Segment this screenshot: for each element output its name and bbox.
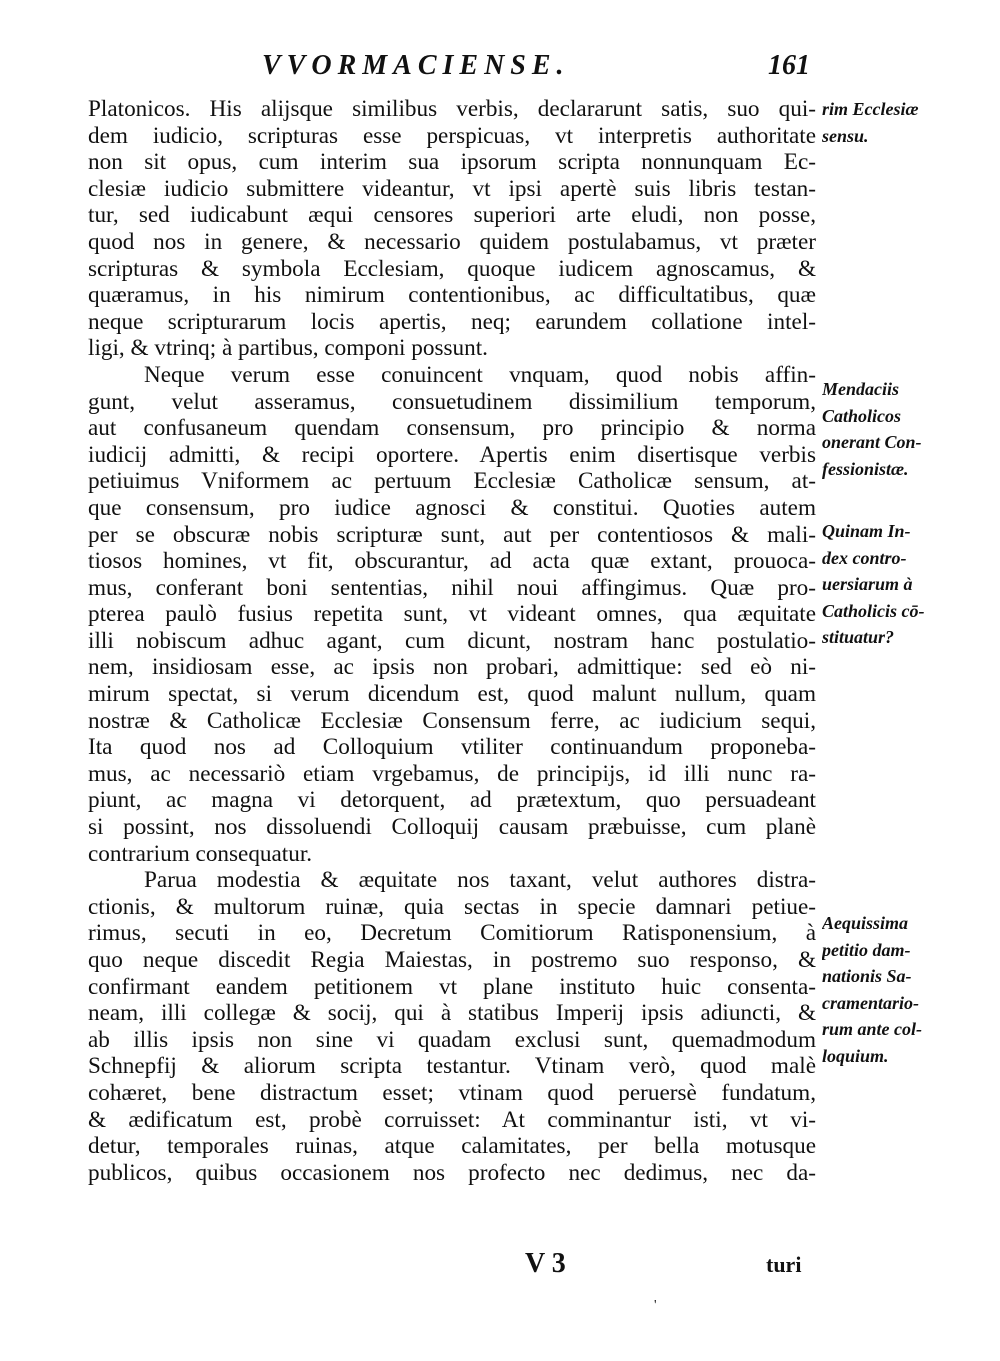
page-number: 161 [768,50,810,81]
margin-note-line: dex contro- [822,547,907,568]
text-line: iudicij admitti, & recipi oportere. Apertis enim disertisque verbis [88,441,816,468]
text-line: nostræ & Catholicæ Ecclesiæ Consensum ferre, ac iudicium sequi, [88,707,816,734]
text-line: si possint, nos dissoluendi Colloquij causam præbuisse, cum planè [88,814,816,841]
text-line: Platonicos. His alijsque similibus verbis, declararunt satis, suo qui- [88,96,816,122]
text-line: aut confusaneum quendam consensum, pro principio & norma [88,415,816,442]
ink-speck: ' [654,1298,657,1313]
margin-note-line: onerant Con- [822,432,922,453]
text-line: ligi, & vtrinq; à partibus, componi possunt. [88,335,488,362]
text-line: tiosos homines, vt fit, obscurantur, ad acta quæ extant, prouoca- [88,548,816,575]
text-line: rimus, secuti in eo, Decretum Comitiorum Ratisponensium, à [88,920,816,947]
running-title: VVORMACIENSE. [262,50,570,81]
margin-note-line: Mendaciis [822,379,900,399]
text-line: pterea paulò fusius repetita sunt, vt videant omnes, qua æquitate [88,601,816,628]
text-line: Neque verum esse conuincent vnquam, quod nobis affin- [144,361,816,388]
text-line: tur, sed iudicabunt æqui censores superiori arte eludi, non posse, [88,202,816,229]
text-line: nem, insidiosam esse, ac ipsis non probari, admittique: sed eò ni- [88,654,816,681]
margin-note-line: rim Ecclesiæ [822,99,919,119]
text-line: & ædificatum est, probè corruisset: At comminantur isti, vt vi- [88,1106,816,1133]
margin-note-line: Quinam In- [822,521,911,541]
text-line: mus, ac necessariò etiam vrgebamus, de principijs, id illi nunc ra- [88,760,816,787]
text-line: quo neque discedit Regia Maiestas, in postremo suo responso, & [88,947,816,973]
text-line: mus, conferant boni sententias, nihil noui affingimus. Quæ pro- [88,574,816,601]
text-line: cohæret, bene distractum esset; vtinam quod peruersè fundatum, [88,1079,816,1106]
text-line: dem iudicio, scripturas esse perspicuas, vt interpretis authoritate [88,122,816,149]
margin-note-aequissima [822,910,972,1070]
text-line: illi nobiscum adhuc agant, cum dicunt, nostram hanc postulatio- [88,627,816,654]
margin-note-mendaciis [822,376,972,482]
margin-note-line: loquium. [822,1045,889,1066]
text-line: que consensum, pro iudice agnosci & constitui. Quoties autem [88,494,816,521]
margin-note-line: cramentario- [822,992,919,1013]
margin-note-line: Catholicis cō- [822,600,925,621]
text-line: contrarium consequatur. [88,840,313,867]
text-line: quod nos in genere, & necessario quidem postulabamus, vt præter [88,228,816,255]
margin-note-line: uersiarum à [822,574,913,595]
margin-note-line: nationis Sa- [822,966,912,987]
text-line: piunt, ac magna vi detorquent, ad prætextum, quo persuadeant [88,787,816,814]
text-line: clesiæ iudicio submittere videantur, vt ipsi apertè suis libris testan- [88,175,816,202]
text-line: Ita quod nos ad Colloquium vtiliter continuandum proponeba- [88,734,816,761]
text-line: publicos, quibus occasionem nos profecto nec dedimus, nec da- [88,1159,816,1186]
main-text-block [88,96,816,1186]
text-line: scripturas & symbola Ecclesiam, quoque iudicem agnoscamus, & [88,255,816,282]
margin-note-line: Catholicos [822,405,902,426]
catchword: turi [766,1252,802,1277]
margin-note-line: Aequissima [822,913,909,933]
text-line: per se obscuræ nobis scripturæ sunt, aut per contentiosos & mali- [88,521,816,548]
margin-note-line: petitio dam- [822,939,911,960]
margin-note-line: stituatur? [822,627,895,648]
margin-note-line: fessionistæ. [822,458,909,479]
margin-note-quinam-index [822,518,972,651]
text-line: gunt, velut asseramus, consuetudinem dissimilium temporum, [88,388,816,415]
margin-note-line: sensu. [822,125,869,146]
text-line: ctionis, & multorum ruinæ, quia sectas in specie damnari petiue- [88,893,816,920]
text-line: non sit opus, cum interim sua ipsorum scripta nonnunquam Ec- [88,149,816,176]
text-line: confirmant eandem petitionem vt plane instituto huic consenta- [88,973,816,1000]
text-line: neque scripturarum locis apertis, neq; earundem collatione intel- [88,308,816,335]
margin-note-ecclesiae-sensu [822,96,972,149]
signature-mark: V 3 [525,1248,566,1279]
text-line: quæramus, in his nimirum contentionibus, ac difficultatibus, quæ [88,282,816,309]
margin-note-line: rum ante col- [822,1019,923,1040]
text-line: petiuimus Vniformem ac pertuum Ecclesiæ Catholicæ sensum, at- [88,468,816,495]
text-line: Schnepfij & aliorum scripta testantur. Vtinam verò, quod malè [88,1053,816,1080]
text-line: ab illis ipsis non sine vi quadam exclusi sunt, quemadmodum [88,1026,816,1053]
text-line: mirum spectat, si verum dicendum est, quod malunt nullum, quam [88,681,816,708]
text-line: Parua modestia & æquitate nos taxant, velut authores distra- [144,867,816,894]
text-line: neam, illi collegæ & socij, qui à statibus Imperij ipsis adiuncti, & [88,1000,816,1027]
text-line: detur, temporales ruinas, atque calamitates, per bella motusque [88,1133,816,1160]
